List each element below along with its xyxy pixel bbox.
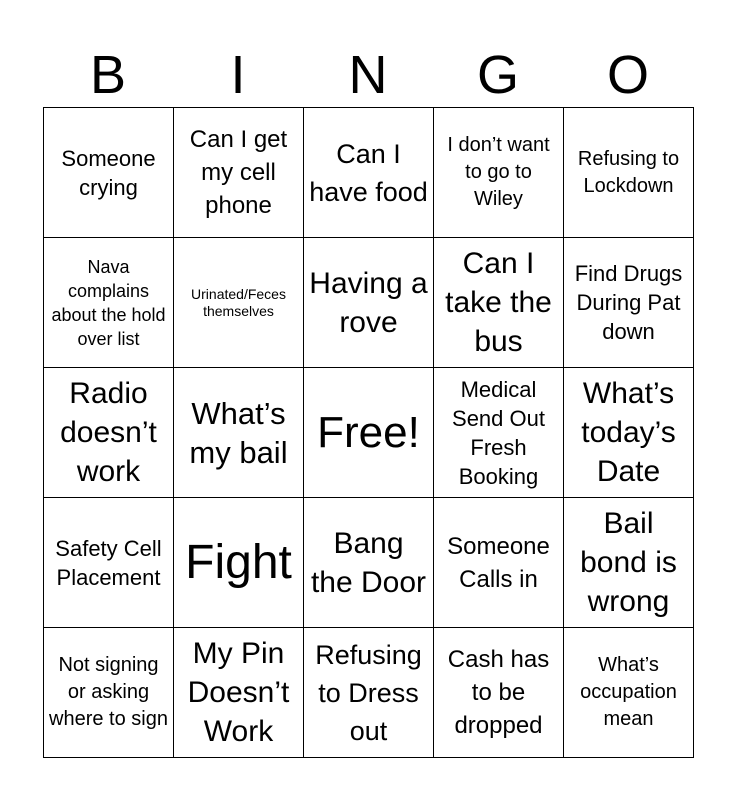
cell-text: Medical Send Out Fresh Booking <box>452 376 545 489</box>
bingo-cell[interactable] <box>44 498 174 628</box>
bingo-cell[interactable] <box>304 108 434 238</box>
bingo-cell[interactable] <box>434 108 564 238</box>
cell-text: Not signing or asking where to sign <box>49 654 168 730</box>
cell-text: What’s today’s Date <box>581 377 676 488</box>
cell-text: I don’t want to go to Wiley <box>447 134 550 210</box>
bingo-cell[interactable] <box>564 238 694 368</box>
header-letter-b: B <box>89 45 127 105</box>
bingo-cell[interactable] <box>174 238 304 368</box>
cell-text: Fight <box>185 535 292 589</box>
cell-text: Bang the Door <box>310 526 427 599</box>
bingo-cell[interactable] <box>564 628 694 758</box>
bingo-cell[interactable] <box>174 108 304 238</box>
bingo-cell[interactable] <box>44 108 174 238</box>
cell-text: Bail bond is wrong <box>580 507 677 618</box>
cell-text: Can I get my cell phone <box>189 126 288 219</box>
header-letter-g: G <box>476 45 519 105</box>
header-letter-o: O <box>606 45 649 105</box>
cell-text: Someone crying <box>61 145 156 200</box>
bingo-cell[interactable] <box>434 238 564 368</box>
bingo-cell[interactable] <box>174 628 304 758</box>
bingo-cell[interactable] <box>564 108 694 238</box>
cell-text: Refusing to Dress out <box>315 639 422 746</box>
bingo-header <box>43 42 693 108</box>
bingo-cell[interactable] <box>174 368 304 498</box>
bingo-cell[interactable] <box>434 628 564 758</box>
cell-text: What’s my bail <box>189 395 288 470</box>
cell-text: Safety Cell Placement <box>55 535 162 590</box>
cell-text: What’s occupation mean <box>580 654 677 730</box>
bingo-board <box>43 107 694 758</box>
cell-text: Someone Calls in <box>447 532 550 593</box>
cell-text: Can I have food <box>309 138 428 207</box>
bingo-cell[interactable] <box>44 368 174 498</box>
bingo-cell[interactable] <box>44 628 174 758</box>
cell-text: Urinated/Feces themselves <box>191 285 286 319</box>
cell-text: Having a rove <box>309 266 428 339</box>
cell-text: Cash has to be dropped <box>447 646 550 739</box>
free-space-text: Free! <box>317 407 420 457</box>
cell-text: Nava complains about the hold over list <box>51 256 166 349</box>
bingo-cell[interactable] <box>304 238 434 368</box>
cell-text: My Pin Doesn’t Work <box>187 637 290 748</box>
header-letter-i: I <box>230 45 246 105</box>
bingo-cell[interactable] <box>44 238 174 368</box>
bingo-cell[interactable] <box>304 628 434 758</box>
bingo-cell[interactable] <box>564 498 694 628</box>
cell-text: Refusing to Lockdown <box>577 147 680 197</box>
bingo-cell[interactable] <box>564 368 694 498</box>
bingo-cell[interactable] <box>434 498 564 628</box>
cell-text: Can I take the bus <box>445 247 552 358</box>
cell-text: Radio doesn’t work <box>60 377 157 488</box>
bingo-cell[interactable] <box>304 498 434 628</box>
free-space-cell[interactable] <box>304 368 434 498</box>
bingo-cell[interactable] <box>434 368 564 498</box>
header-letter-n: N <box>348 45 388 105</box>
cell-text: Find Drugs During Pat down <box>574 261 683 344</box>
bingo-cell[interactable] <box>174 498 304 628</box>
